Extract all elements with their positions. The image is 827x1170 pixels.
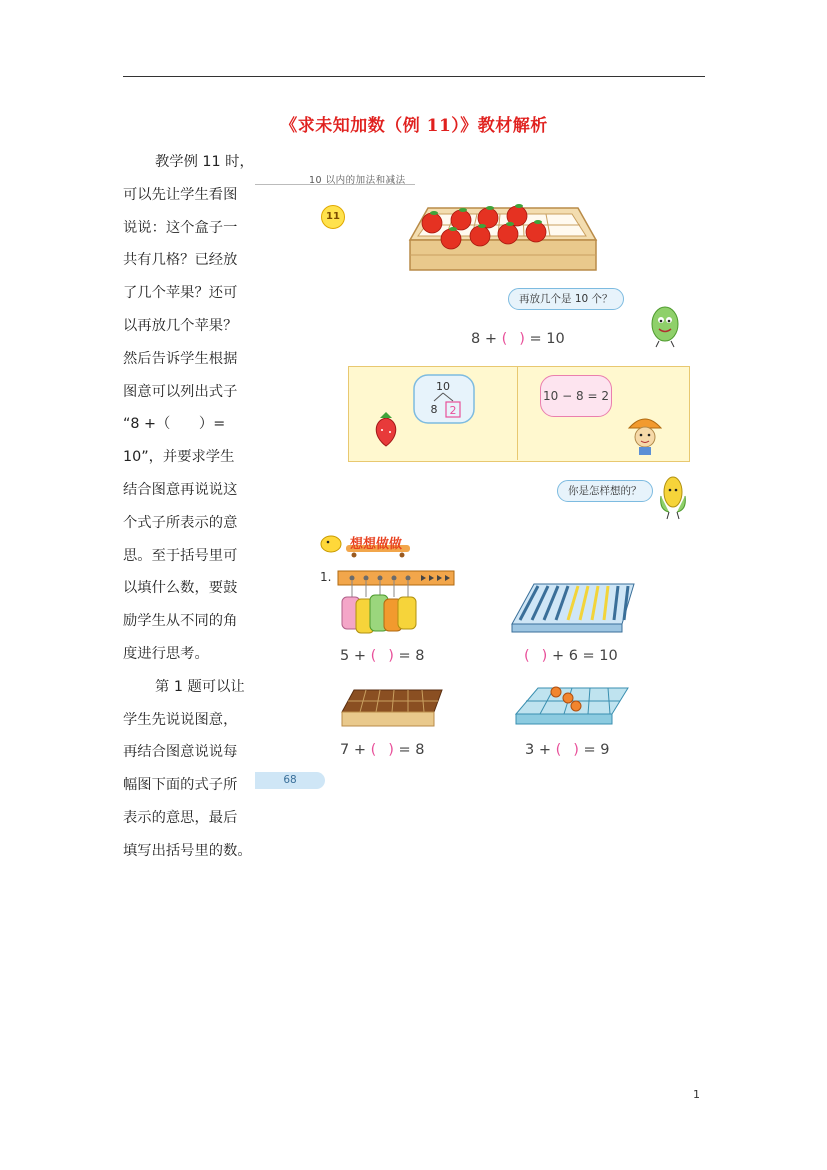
equation-right: = 10 [529, 331, 565, 347]
text-line: 图意可以列出式子 [123, 383, 238, 400]
answer-blank: ( ) [555, 742, 579, 758]
exercise-1d-equation [525, 742, 610, 758]
bean-character-icon [645, 300, 687, 348]
equation-right: = 9 [583, 742, 610, 758]
equation-left: 7 + [340, 742, 366, 758]
exercise-1b-equation [524, 648, 618, 664]
text-line: 度进行思考。 [123, 645, 209, 662]
text-line: 填写出括号里的数。 [123, 842, 252, 859]
exercise-1c-equation [340, 742, 425, 758]
subtraction-equation: 10 − 8 = 2 [543, 389, 609, 403]
think-and-do-title: 想想做做 [350, 537, 403, 552]
text-line: 个式子所表示的意 [123, 514, 238, 531]
text-line: 了几个苹果？还可 [123, 285, 238, 302]
text-line: 结合图意再说说这 [123, 481, 238, 498]
answer-blank: ( ) [370, 742, 394, 758]
text-line: 表示的意思，最后 [123, 809, 238, 826]
header-rule [123, 76, 705, 77]
question-bubble: 再放几个是 10 个？ [508, 288, 624, 310]
equation-right: = 8 [398, 742, 425, 758]
text-line: 教学例 11 时， [155, 154, 254, 170]
main-equation [471, 331, 565, 347]
apple-box-illustration [400, 196, 600, 280]
text-line: 幅图下面的式子所 [123, 777, 238, 794]
text-line: 学生先说说图意， [123, 711, 238, 728]
equation-right: = 8 [398, 648, 425, 664]
text-line: 励学生从不同的角 [123, 613, 238, 630]
text-line: 以再放几个苹果？ [123, 317, 238, 334]
mushroom-character-icon [625, 410, 665, 456]
equation-left: 3 + [525, 742, 551, 758]
text-line: 然后告诉学生根据 [123, 350, 238, 367]
exercise-1a-equation [340, 648, 425, 664]
section-header: 10 以内的加法和减法 [309, 175, 406, 186]
counting-sticks-illustration [510, 580, 636, 636]
split-total: 10 [436, 380, 450, 393]
textbook-page-tab: 68 [255, 772, 325, 789]
text-line: 思。至于括号里可 [123, 547, 238, 564]
split-known: 8 [430, 403, 438, 416]
ball-tray-illustration [514, 684, 630, 730]
corn-character-icon [655, 472, 691, 520]
how-think-bubble: 你是怎样想的？ [557, 480, 653, 502]
example-number-badge: 11 [321, 205, 345, 229]
answer-blank: ( ) [524, 648, 548, 664]
strawberry-character-icon [368, 410, 404, 450]
subtraction-thought-bubble [540, 375, 612, 417]
split-answer: 2 [449, 404, 457, 417]
text-line: 10”，并要求学生 [123, 449, 235, 466]
text-line: 再结合图意说说每 [123, 744, 238, 761]
equation-left: 5 + [340, 648, 366, 664]
chocolate-box-illustration [340, 688, 446, 730]
text-line: 第 1 题可以让 [155, 678, 245, 695]
answer-blank: ( ) [501, 331, 525, 347]
split-thought-bubble [410, 373, 480, 429]
answer-blank: ( ) [370, 648, 394, 664]
text-line: 可以先让学生看图 [123, 186, 238, 203]
document-title: 《求未知加数（例 11）》教材解析 [280, 116, 548, 136]
text-line: 共有几格？已经放 [123, 252, 238, 269]
equation-left: 8 + [471, 331, 497, 347]
text-line: “8 +（ ）= [123, 416, 226, 433]
question-number: 1. [320, 570, 332, 584]
text-line: 说说：这个盒子一 [123, 219, 238, 236]
hanging-bottles-illustration [336, 569, 458, 637]
text-line: 以填什么数，要鼓 [123, 580, 238, 597]
explanation-text [123, 146, 258, 868]
panel-divider [517, 367, 518, 460]
page-number: 1 [693, 1088, 700, 1101]
equation-right: + 6 = 10 [551, 648, 618, 664]
